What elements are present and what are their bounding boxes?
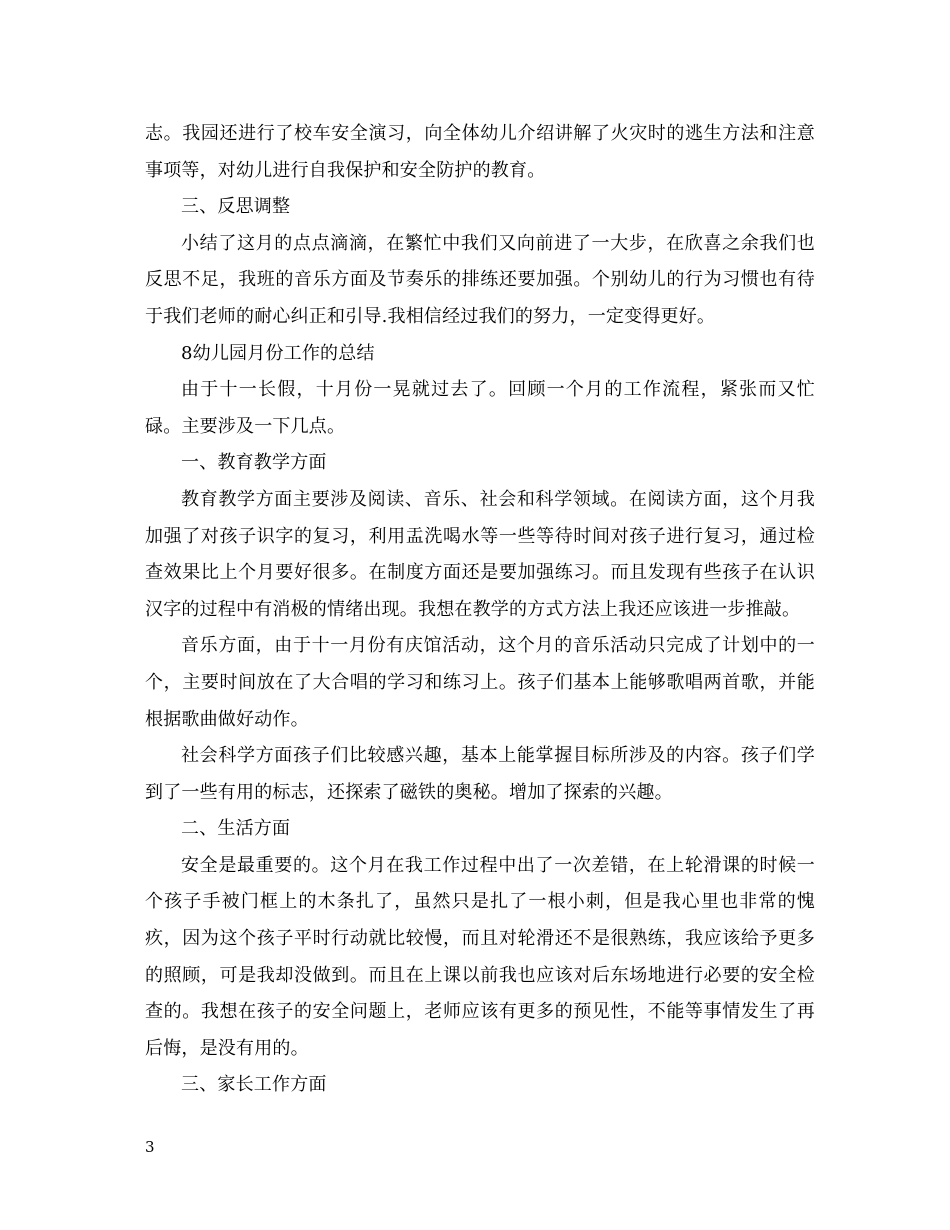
paragraph-music: 音乐方面，由于十一月份有庆馆活动，这个月的音乐活动只完成了计划中的一个，主要时间放在了大合唱的学习和练习上。孩子们基本上能够歌唱两首歌，并能根据歌曲做好动作。 <box>145 635 815 730</box>
paragraph-safety: 安全是最重要的。这个月在我工作过程中出了一次差错，在上轮滑课的时候一个孩子手被门框上的木条扎了，虽然只是扎了一根小刺，但是我心里也非常的愧疚，因为这个孩子平时行动就比较慢，而且对轮滑还不是很熟练，我应该给予更多的照顾，可是我却没做到。而且在上课以前我也应该对后东场地进行必要的安全检查的。我想在孩子的安全问题上，老师应该有更多的预见性，不能等事情发生了再后悔，是没有用的。 <box>145 854 815 1059</box>
section-heading-reflection: 三、反思调整 <box>181 196 291 218</box>
section-heading-life: 二、生活方面 <box>181 818 291 840</box>
paragraph-intro: 由于十一长假，十月份一晃就过去了。回顾一个月的工作流程，紧张而又忙碌。主要涉及一下几点。 <box>145 379 815 437</box>
paragraph-continuation: 志。我园还进行了校车安全演习，向全体幼儿介绍讲解了火灾时的逃生方法和注意事项等，对幼儿进行自我保护和安全防护的教育。 <box>145 123 815 181</box>
document-body <box>145 116 815 1104</box>
document-title: 8幼儿园月份工作的总结 <box>181 342 375 364</box>
paragraph-reflection: 小结了这月的点点滴滴，在繁忙中我们又向前进了一大步，在欣喜之余我们也反思不足，我班的音乐方面及节奏乐的排练还要加强。个别幼儿的行为习惯也有待于我们老师的耐心纠正和引导.我相信经过我们的努力，一定变得更好。 <box>145 232 815 327</box>
paragraph-education: 教育教学方面主要涉及阅读、音乐、社会和科学领域。在阅读方面，这个月我加强了对孩子识字的复习，利用盂洗喝水等一些等待时间对孩子进行复习，通过检查效果比上个月要好很多。在制度方面还是要加强练习。而且发现有些孩子在认识汉字的过程中有消极的情绪出现。我想在教学的方式方法上我还应该进一步推敲。 <box>145 488 815 620</box>
section-heading-parents: 三、家长工作方面 <box>181 1074 327 1096</box>
page-number: 3 <box>145 1138 155 1156</box>
section-heading-education: 一、教育教学方面 <box>181 452 327 474</box>
paragraph-social-science: 社会科学方面孩子们比较感兴趣，基本上能掌握目标所涉及的内容。孩子们学到了一些有用的标志，还探索了磁铁的奥秘。增加了探索的兴趣。 <box>145 745 815 803</box>
